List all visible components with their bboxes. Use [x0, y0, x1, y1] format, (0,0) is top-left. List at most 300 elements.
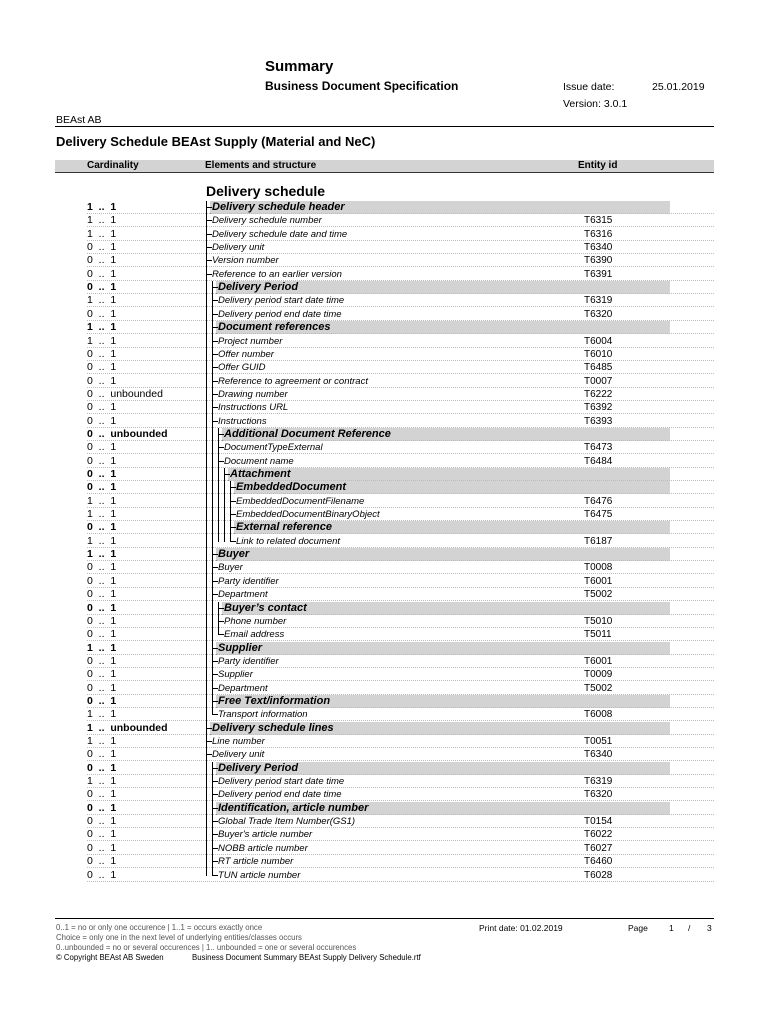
cardinality — [87, 294, 116, 307]
entity-id: T6485 — [584, 362, 613, 374]
group-row — [0, 602, 770, 615]
cardinality-min: 0 — [87, 374, 93, 387]
cardinality — [87, 308, 116, 321]
entity-id: T5002 — [584, 682, 613, 694]
cardinality-max: 1 — [110, 548, 117, 561]
cardinality-min: 1 — [87, 214, 93, 227]
cardinality-separator: .. — [92, 254, 111, 267]
cardinality — [87, 708, 116, 721]
cardinality-max: 1 — [110, 641, 117, 654]
page-total: 3 — [707, 923, 712, 933]
cardinality-max: 1 — [110, 414, 117, 427]
cardinality — [87, 254, 116, 267]
element-label: Reference to an earlier version — [212, 268, 342, 280]
element-row — [0, 375, 770, 388]
cardinality-min: 0 — [87, 828, 93, 841]
cardinality-min: 1 — [87, 227, 93, 240]
entity-id: T0008 — [584, 562, 613, 574]
cardinality — [87, 415, 116, 428]
cardinality-max: 1 — [110, 574, 117, 587]
element-label: Phone number — [224, 615, 287, 627]
element-label: Department — [218, 589, 268, 601]
group-row — [0, 201, 770, 214]
cardinality — [87, 281, 116, 294]
element-row — [0, 748, 770, 761]
cardinality-max: 1 — [110, 481, 117, 494]
group-row — [0, 428, 770, 441]
cardinality-max: 1 — [110, 521, 117, 534]
row-divider — [87, 881, 714, 882]
cardinality-min: 0 — [87, 868, 93, 881]
cardinality-min: 1 — [87, 721, 93, 734]
group-label: Buyer — [218, 548, 250, 561]
cardinality-separator: .. — [92, 227, 111, 240]
cardinality-separator: .. — [92, 241, 111, 254]
cardinality-min: 1 — [87, 708, 93, 721]
cardinality-min: 1 — [87, 548, 93, 561]
group-row — [0, 722, 770, 735]
cardinality-separator: .. — [92, 201, 111, 213]
entity-id: T6319 — [584, 776, 613, 788]
cardinality — [87, 375, 116, 388]
entity-id: T6390 — [584, 255, 613, 267]
cardinality-max: 1 — [110, 267, 117, 280]
cardinality-separator: .. — [92, 401, 111, 414]
entity-id: T6010 — [584, 348, 613, 360]
entity-id: T6340 — [584, 242, 613, 254]
cardinality-min: 0 — [87, 815, 93, 828]
element-label: Transport information — [218, 709, 308, 721]
element-label: Email address — [224, 629, 285, 641]
cardinality-separator: .. — [92, 601, 111, 614]
cardinality-max: 1 — [110, 281, 117, 294]
cardinality-max: 1 — [110, 241, 117, 254]
element-label: Delivery unit — [212, 242, 265, 254]
cardinality-max: 1 — [110, 681, 117, 694]
element-label: Delivery period end date time — [218, 308, 342, 320]
element-row — [0, 415, 770, 428]
element-label: Document name — [224, 455, 294, 467]
column-entity-id: Entity id — [578, 160, 618, 171]
element-label: EmbeddedDocumentFilename — [236, 495, 365, 507]
cardinality-min: 1 — [87, 735, 93, 747]
group-label: Free Text/information — [218, 694, 331, 707]
cardinality-min: 0 — [87, 401, 93, 414]
cardinality-max: 1 — [110, 334, 117, 347]
element-label: Reference to agreement or contract — [218, 375, 368, 387]
entity-id: T5011 — [584, 629, 612, 641]
cardinality-separator: .. — [92, 561, 111, 574]
cardinality-max: 1 — [110, 588, 117, 601]
cardinality-max: 1 — [110, 321, 117, 334]
entity-id: T6475 — [584, 509, 613, 521]
group-label: Attachment — [230, 468, 291, 480]
element-row — [0, 735, 770, 748]
cardinality-max: 1 — [110, 468, 117, 480]
cardinality-separator: .. — [92, 534, 111, 547]
cardinality-separator: .. — [92, 494, 111, 507]
entity-id: T6320 — [584, 308, 613, 320]
element-row — [0, 561, 770, 574]
group-label: Delivery Period — [218, 281, 299, 294]
cardinality-min: 1 — [87, 641, 93, 654]
cardinality-separator: .. — [92, 468, 111, 480]
element-row — [0, 508, 770, 521]
element-label: Department — [218, 682, 268, 694]
cardinality-min: 0 — [87, 694, 93, 707]
element-label: TUN article number — [218, 869, 301, 881]
cardinality-min: 0 — [87, 307, 93, 320]
element-label: Instructions URL — [218, 402, 289, 414]
cardinality-min: 0 — [87, 521, 93, 534]
element-row — [0, 308, 770, 321]
entity-id: T6027 — [584, 842, 613, 854]
cardinality-min: 0 — [87, 654, 93, 667]
cardinality-min: 0 — [87, 788, 93, 801]
element-label: Delivery unit — [212, 749, 265, 761]
cardinality-max: 1 — [110, 601, 117, 614]
tree-vertical-line — [218, 428, 219, 542]
cardinality — [87, 855, 116, 868]
cardinality-max: unbounded — [110, 427, 168, 440]
element-label: Project number — [218, 335, 283, 347]
element-row — [0, 495, 770, 508]
cardinality — [87, 828, 116, 841]
entity-id: T0007 — [584, 375, 613, 387]
cardinality-separator: .. — [92, 548, 111, 561]
element-label: Line number — [212, 736, 265, 747]
element-row — [0, 588, 770, 601]
cardinality-max: 1 — [110, 494, 117, 507]
element-label: Offer GUID — [218, 362, 266, 374]
cardinality-max: 1 — [110, 347, 117, 360]
group-row — [0, 321, 770, 334]
cardinality-max: 1 — [110, 868, 117, 881]
cardinality-separator: .. — [92, 681, 111, 694]
cardinality-min: 1 — [87, 508, 93, 521]
element-row — [0, 268, 770, 281]
cardinality — [87, 748, 116, 761]
cardinality-separator: .. — [92, 361, 111, 374]
cardinality-max: 1 — [110, 735, 117, 747]
cardinality-min: 0 — [87, 761, 93, 774]
cardinality-separator: .. — [92, 841, 111, 854]
element-label: Instructions — [218, 415, 267, 427]
group-label: Buyer’s contact — [224, 601, 307, 614]
cardinality-max: 1 — [110, 534, 117, 547]
element-row — [0, 294, 770, 307]
cardinality-min: 1 — [87, 321, 93, 334]
element-label: Party identifier — [218, 575, 279, 587]
footer-legend-3: 0..unbounded = no or several occurences | 1.. unbounded = one or several occurences — [56, 943, 357, 952]
cardinality — [87, 775, 116, 788]
cardinality-min: 0 — [87, 441, 93, 454]
issue-date-value: 25.01.2019 — [652, 81, 705, 93]
element-row — [0, 241, 770, 254]
cardinality-separator: .. — [92, 708, 111, 721]
group-label: EmbeddedDocument — [236, 481, 347, 494]
element-label: Party identifier — [218, 655, 279, 667]
cardinality-separator: .. — [92, 214, 111, 227]
cardinality — [87, 602, 116, 615]
cardinality — [87, 201, 116, 214]
cardinality-max: 1 — [110, 694, 117, 707]
cardinality — [87, 655, 116, 668]
element-row — [0, 228, 770, 241]
entity-id: T6004 — [584, 335, 613, 347]
element-label: Drawing number — [218, 388, 288, 400]
group-row — [0, 521, 770, 534]
cardinality-max: 1 — [110, 201, 117, 213]
tree-vertical-line — [230, 481, 231, 541]
element-row — [0, 628, 770, 641]
cardinality — [87, 441, 116, 454]
group-label: Identification, article number — [218, 801, 369, 814]
element-label: Version number — [212, 255, 279, 267]
entity-id: T6319 — [584, 295, 613, 307]
cardinality — [87, 722, 168, 735]
cardinality — [87, 268, 116, 281]
entity-id: T6476 — [584, 495, 613, 507]
element-label: Delivery period start date time — [218, 295, 345, 307]
cardinality-min: 0 — [87, 361, 93, 374]
element-row — [0, 775, 770, 788]
cardinality — [87, 788, 116, 801]
entity-id: T6473 — [584, 442, 613, 454]
entity-id: T5002 — [584, 589, 613, 601]
cardinality-min: 0 — [87, 254, 93, 267]
cardinality — [87, 869, 116, 882]
cardinality — [87, 628, 116, 641]
element-label: Link to related document — [236, 535, 341, 547]
entity-id: T0154 — [584, 816, 613, 828]
cardinality-separator: .. — [92, 267, 111, 280]
cardinality — [87, 802, 116, 815]
cardinality-min: 0 — [87, 748, 93, 761]
entity-id: T0009 — [584, 669, 613, 681]
cardinality-min: 0 — [87, 281, 93, 294]
cardinality-separator: .. — [92, 454, 111, 467]
cardinality-min: 0 — [87, 468, 93, 480]
entity-id: T6393 — [584, 415, 613, 427]
cardinality — [87, 428, 168, 441]
cardinality-separator: .. — [92, 321, 111, 334]
cardinality-separator: .. — [92, 574, 111, 587]
group-row — [0, 548, 770, 561]
cardinality-max: 1 — [110, 828, 117, 841]
element-label: Offer number — [218, 348, 274, 360]
cardinality-max: unbounded — [110, 387, 163, 400]
cardinality-min: 0 — [87, 855, 93, 868]
entity-id: T6392 — [584, 402, 613, 414]
entity-id: T6022 — [584, 829, 613, 841]
cardinality-min: 0 — [87, 347, 93, 360]
cardinality — [87, 615, 116, 628]
cardinality — [87, 668, 116, 681]
group-row — [0, 481, 770, 494]
group-row — [0, 762, 770, 775]
cardinality-separator: .. — [92, 735, 111, 747]
document-title: Delivery Schedule BEAst Supply (Material and NeC) — [56, 134, 376, 149]
element-label: EmbeddedDocumentBinaryObject — [236, 509, 380, 521]
cardinality-min: 0 — [87, 561, 93, 574]
cardinality-max: 1 — [110, 815, 117, 828]
cardinality-separator: .. — [92, 307, 111, 320]
cardinality-max: 1 — [110, 841, 117, 854]
element-label: NOBB article number — [218, 842, 308, 854]
column-cardinality: Cardinality — [87, 160, 139, 171]
cardinality — [87, 401, 116, 414]
element-label: Delivery period start date time — [218, 776, 345, 788]
cardinality-separator: .. — [92, 801, 111, 814]
element-row — [0, 388, 770, 401]
cardinality-max: 1 — [110, 748, 117, 761]
element-row — [0, 575, 770, 588]
cardinality-separator: .. — [92, 694, 111, 707]
cardinality-separator: .. — [92, 628, 111, 641]
cardinality-min: 0 — [87, 628, 93, 641]
cardinality-max: 1 — [110, 307, 117, 320]
page-label: Page — [628, 923, 648, 933]
entity-id: T6187 — [584, 535, 613, 547]
cardinality — [87, 548, 116, 561]
cardinality — [87, 361, 116, 374]
group-label: Delivery schedule header — [212, 201, 345, 213]
cardinality-separator: .. — [92, 441, 111, 454]
cardinality-min: 0 — [87, 588, 93, 601]
cardinality-min: 1 — [87, 294, 93, 307]
version-label: Version: 3.0.1 — [563, 98, 628, 110]
element-row — [0, 815, 770, 828]
cardinality — [87, 241, 116, 254]
cardinality — [87, 508, 116, 521]
cardinality-max: 1 — [110, 561, 117, 574]
cardinality-min: 0 — [87, 267, 93, 280]
cardinality-separator: .. — [92, 721, 111, 734]
cardinality — [87, 588, 116, 601]
cardinality — [87, 842, 116, 855]
cardinality-min: 0 — [87, 841, 93, 854]
cardinality-min: 0 — [87, 427, 93, 440]
entity-id: T5010 — [584, 615, 613, 627]
footer-filename: Business Document Summary BEAst Supply Delivery Schedule.rtf — [192, 953, 421, 962]
cardinality-separator: .. — [92, 588, 111, 601]
cardinality-min: 1 — [87, 201, 93, 213]
group-row — [0, 468, 770, 481]
cardinality-min: 0 — [87, 387, 93, 400]
cardinality-separator: .. — [92, 855, 111, 868]
entity-id: T6315 — [584, 215, 613, 227]
tree-vertical-line — [224, 468, 225, 542]
element-row — [0, 682, 770, 695]
cardinality-separator: .. — [92, 815, 111, 828]
cardinality-separator: .. — [92, 427, 111, 440]
element-label: RT article number — [218, 856, 294, 868]
cardinality-min: 0 — [87, 241, 93, 254]
cardinality — [87, 455, 116, 468]
element-row — [0, 335, 770, 348]
element-label: Buyer — [218, 562, 243, 574]
cardinality-min: 1 — [87, 775, 93, 788]
cardinality — [87, 228, 116, 241]
cardinality — [87, 521, 116, 534]
cardinality — [87, 468, 116, 481]
cardinality-max: 1 — [110, 227, 117, 240]
column-elements: Elements and structure — [205, 160, 317, 171]
element-row — [0, 655, 770, 668]
cardinality-min: 0 — [87, 481, 93, 494]
element-label: Supplier — [218, 669, 253, 681]
group-label: Supplier — [218, 641, 263, 654]
element-row — [0, 842, 770, 855]
entity-id: T6340 — [584, 749, 613, 761]
cardinality-separator: .. — [92, 347, 111, 360]
cardinality-separator: .. — [92, 654, 111, 667]
cardinality-separator: .. — [92, 334, 111, 347]
element-row — [0, 869, 770, 882]
cardinality-min: 0 — [87, 574, 93, 587]
element-row — [0, 615, 770, 628]
group-row — [0, 695, 770, 708]
cardinality-max: 1 — [110, 668, 117, 681]
cardinality — [87, 214, 116, 227]
cardinality — [87, 535, 116, 548]
company-name: BEAst AB — [56, 114, 102, 126]
cardinality — [87, 481, 116, 494]
cardinality-max: 1 — [110, 788, 117, 801]
cardinality-separator: .. — [92, 387, 111, 400]
cardinality — [87, 575, 116, 588]
group-label: Document references — [218, 321, 331, 334]
cardinality-separator: .. — [92, 294, 111, 307]
cardinality-max: 1 — [110, 214, 117, 227]
tree-vertical-line — [206, 201, 207, 876]
entity-id: T6001 — [584, 575, 613, 587]
tree-vertical-line — [212, 762, 213, 876]
cardinality-separator: .. — [92, 508, 111, 521]
entity-id: T0051 — [584, 736, 613, 747]
cardinality-min: 0 — [87, 801, 93, 814]
entity-id: T6320 — [584, 789, 613, 801]
element-row — [0, 361, 770, 374]
cardinality-max: 1 — [110, 855, 117, 868]
group-label: Delivery schedule lines — [212, 721, 334, 734]
group-row — [0, 281, 770, 294]
element-row — [0, 214, 770, 227]
cardinality — [87, 335, 116, 348]
element-row — [0, 668, 770, 681]
entity-id: T6028 — [584, 869, 613, 881]
cardinality-separator: .. — [92, 788, 111, 801]
cardinality-max: 1 — [110, 441, 117, 454]
group-row — [0, 802, 770, 815]
footer-divider — [55, 918, 714, 919]
element-row — [0, 788, 770, 801]
cardinality — [87, 762, 116, 775]
cardinality-separator: .. — [92, 281, 111, 294]
group-label: Additional Document Reference — [224, 427, 391, 440]
entity-id: T6391 — [584, 268, 613, 280]
cardinality-min: 1 — [87, 494, 93, 507]
cardinality-separator: .. — [92, 748, 111, 761]
cardinality — [87, 682, 116, 695]
element-row — [0, 708, 770, 721]
cardinality-max: 1 — [110, 294, 117, 307]
cardinality-max: 1 — [110, 801, 117, 814]
group-row — [0, 642, 770, 655]
page-number: 1 — [669, 923, 674, 933]
element-label: Delivery schedule number — [212, 215, 322, 227]
